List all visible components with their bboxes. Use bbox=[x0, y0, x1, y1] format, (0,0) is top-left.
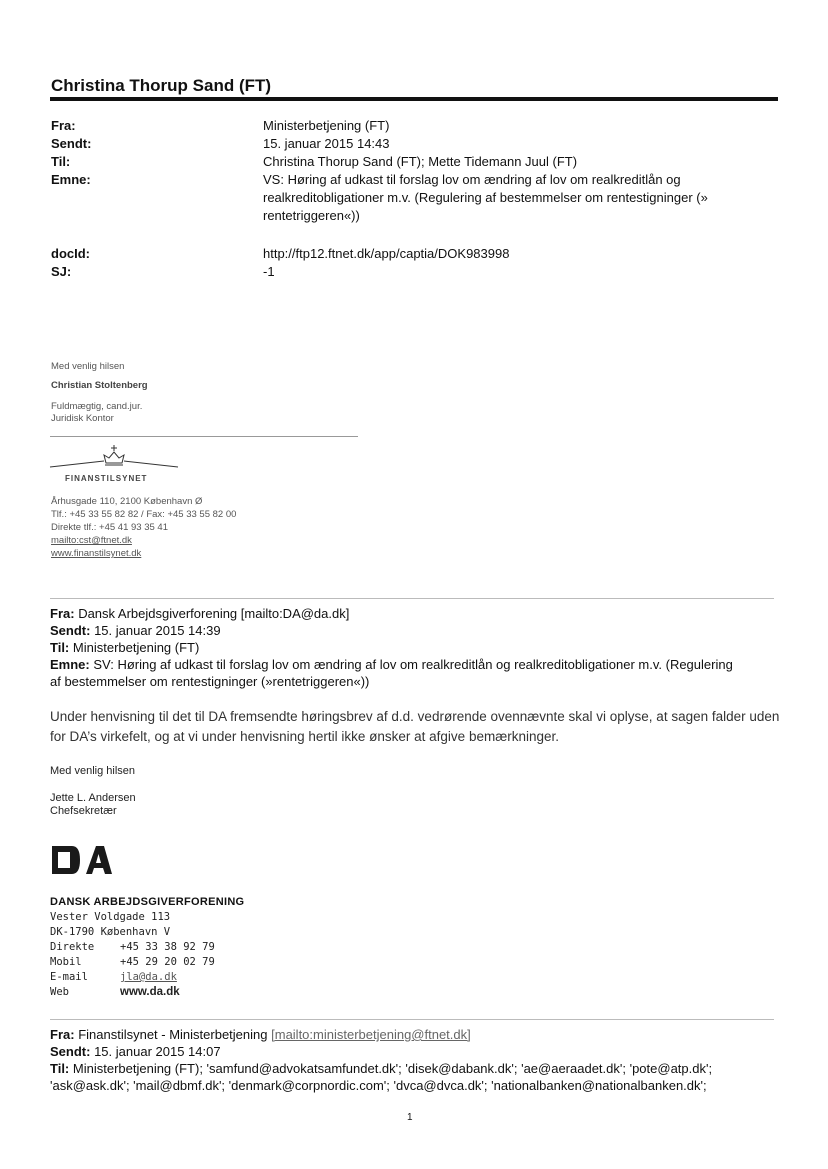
forward-from-label: Fra: bbox=[50, 606, 75, 621]
contact-label-direct: Direkte bbox=[50, 941, 95, 953]
email2-sender-title: Chefsekretær bbox=[50, 805, 117, 817]
email3-to-label: Til: bbox=[50, 1061, 70, 1076]
signature-direct: Direkte tlf.: +45 41 93 35 41 bbox=[51, 522, 168, 533]
sj-value: -1 bbox=[263, 264, 275, 279]
signature-web-link[interactable]: www.finanstilsynet.dk bbox=[51, 548, 142, 559]
organization-name: DANSK ARBEJDSGIVERFORENING bbox=[50, 896, 245, 908]
forward-to bbox=[50, 639, 199, 656]
email-divider-2 bbox=[50, 1019, 774, 1020]
from-label: Fra: bbox=[51, 118, 76, 133]
forward-sent-value: 15. januar 2015 14:39 bbox=[94, 623, 221, 638]
forward-to-value: Ministerbetjening (FT) bbox=[72, 640, 200, 655]
contact-email-link[interactable]: jla@da.dk bbox=[120, 971, 177, 983]
crown-logo-icon bbox=[48, 443, 180, 471]
contact-value-mobile: +45 29 20 02 79 bbox=[120, 956, 215, 968]
contact-value-direct: +45 33 38 92 79 bbox=[120, 941, 215, 953]
email3-sent-value: 15. januar 2015 14:07 bbox=[94, 1044, 221, 1059]
finanstilsynet-logo-text: FINANSTILSYNET bbox=[65, 474, 148, 483]
page-number: 1 bbox=[407, 1112, 413, 1123]
signature-department: Juridisk Kontor bbox=[51, 413, 114, 424]
subject-label: Emne: bbox=[51, 172, 91, 187]
header-rule bbox=[50, 97, 778, 101]
email3-from-value: Finanstilsynet - Ministerbetjening bbox=[78, 1027, 268, 1042]
to-label: Til: bbox=[51, 154, 71, 169]
email-body: Under henvisning til det til DA fremsendte høringsbrev af d.d. vedrørende ovennævnte skal vi oplyse, at sagen falder uden for DA’s virkefelt, og at vi under henvisning hertil ikke ønsker at afgive bemærkninger. bbox=[50, 709, 780, 744]
forward-to-label: Til: bbox=[50, 640, 70, 655]
email3-to bbox=[50, 1060, 780, 1094]
signature-address: Århusgade 110, 2100 København Ø bbox=[51, 496, 203, 507]
email3-from bbox=[50, 1026, 471, 1043]
signature-phone: Tlf.: +45 33 55 82 82 / Fax: +45 33 55 82 00 bbox=[51, 509, 237, 520]
forward-from bbox=[50, 605, 349, 622]
email-divider bbox=[50, 598, 774, 599]
forward-subject-value: SV: Høring af udkast til forslag lov om ændring af lov om realkreditlån og realkreditobligationer m.v. (Regulering af bestemmelser om rentestigninger (»rentetriggeren«)) bbox=[50, 657, 733, 689]
forward-subject-label: Emne: bbox=[50, 657, 90, 672]
forward-subject bbox=[50, 656, 740, 690]
email3-to-value: Ministerbetjening (FT); 'samfund@advokatsamfundet.dk'; 'disek@dabank.dk'; 'ae@aeraadet.dk'; 'pote@atp.dk'; 'ask@ask.dk'; 'mail@dbmf.dk'; 'denmark@corpnordic.com'; 'dvca@dvca.dk'; 'nationalbanken@nationalbanken.dk'; bbox=[50, 1061, 713, 1093]
to-value: Christina Thorup Sand (FT); Mette Tidemann Juul (FT) bbox=[263, 154, 578, 169]
sent-label: Sendt: bbox=[51, 136, 92, 151]
da-logo-icon bbox=[50, 842, 114, 878]
signature-title: Fuldmægtig, cand.jur. bbox=[51, 401, 143, 412]
forward-sent-label: Sendt: bbox=[50, 623, 91, 638]
forward-from-value: Dansk Arbejdsgiverforening [mailto:DA@da.dk] bbox=[78, 606, 350, 621]
from-value: Ministerbetjening (FT) bbox=[263, 118, 390, 133]
forward-sent bbox=[50, 622, 221, 639]
email2-greeting: Med venlig hilsen bbox=[50, 765, 135, 777]
organization-city: DK-1790 København V bbox=[50, 926, 171, 938]
contact-label-web: Web bbox=[50, 986, 69, 998]
email3-from-link[interactable]: [mailto:ministerbetjening@ftnet.dk] bbox=[271, 1027, 471, 1042]
mailbox-owner: Christina Thorup Sand (FT) bbox=[51, 76, 272, 95]
signature-email-link[interactable]: mailto:cst@ftnet.dk bbox=[51, 535, 132, 546]
docid-link[interactable]: http://ftp12.ftnet.dk/app/captia/DOK983998 bbox=[263, 246, 510, 261]
signature-divider bbox=[50, 436, 358, 437]
email2-sender-name: Jette L. Andersen bbox=[50, 792, 136, 804]
docid-label: docId: bbox=[51, 246, 90, 261]
email3-from-label: Fra: bbox=[50, 1027, 75, 1042]
organization-street: Vester Voldgade 113 bbox=[50, 911, 171, 923]
signature-greeting: Med venlig hilsen bbox=[51, 361, 125, 372]
sj-label: SJ: bbox=[51, 264, 72, 279]
contact-label-mobile: Mobil bbox=[50, 956, 82, 968]
sent-value: 15. januar 2015 14:43 bbox=[263, 136, 390, 151]
contact-label-email: E-mail bbox=[50, 971, 88, 983]
signature-name: Christian Stoltenberg bbox=[51, 380, 148, 391]
email3-sent bbox=[50, 1043, 221, 1060]
email3-sent-label: Sendt: bbox=[50, 1044, 91, 1059]
contact-web-link[interactable]: www.da.dk bbox=[120, 986, 180, 998]
subject-value: VS: Høring af udkast til forslag lov om ændring af lov om realkreditlån og realkreditobligationer m.v. (Regulering af bestemmelser om rentestigninger (» rentetriggeren«)) bbox=[263, 172, 708, 223]
